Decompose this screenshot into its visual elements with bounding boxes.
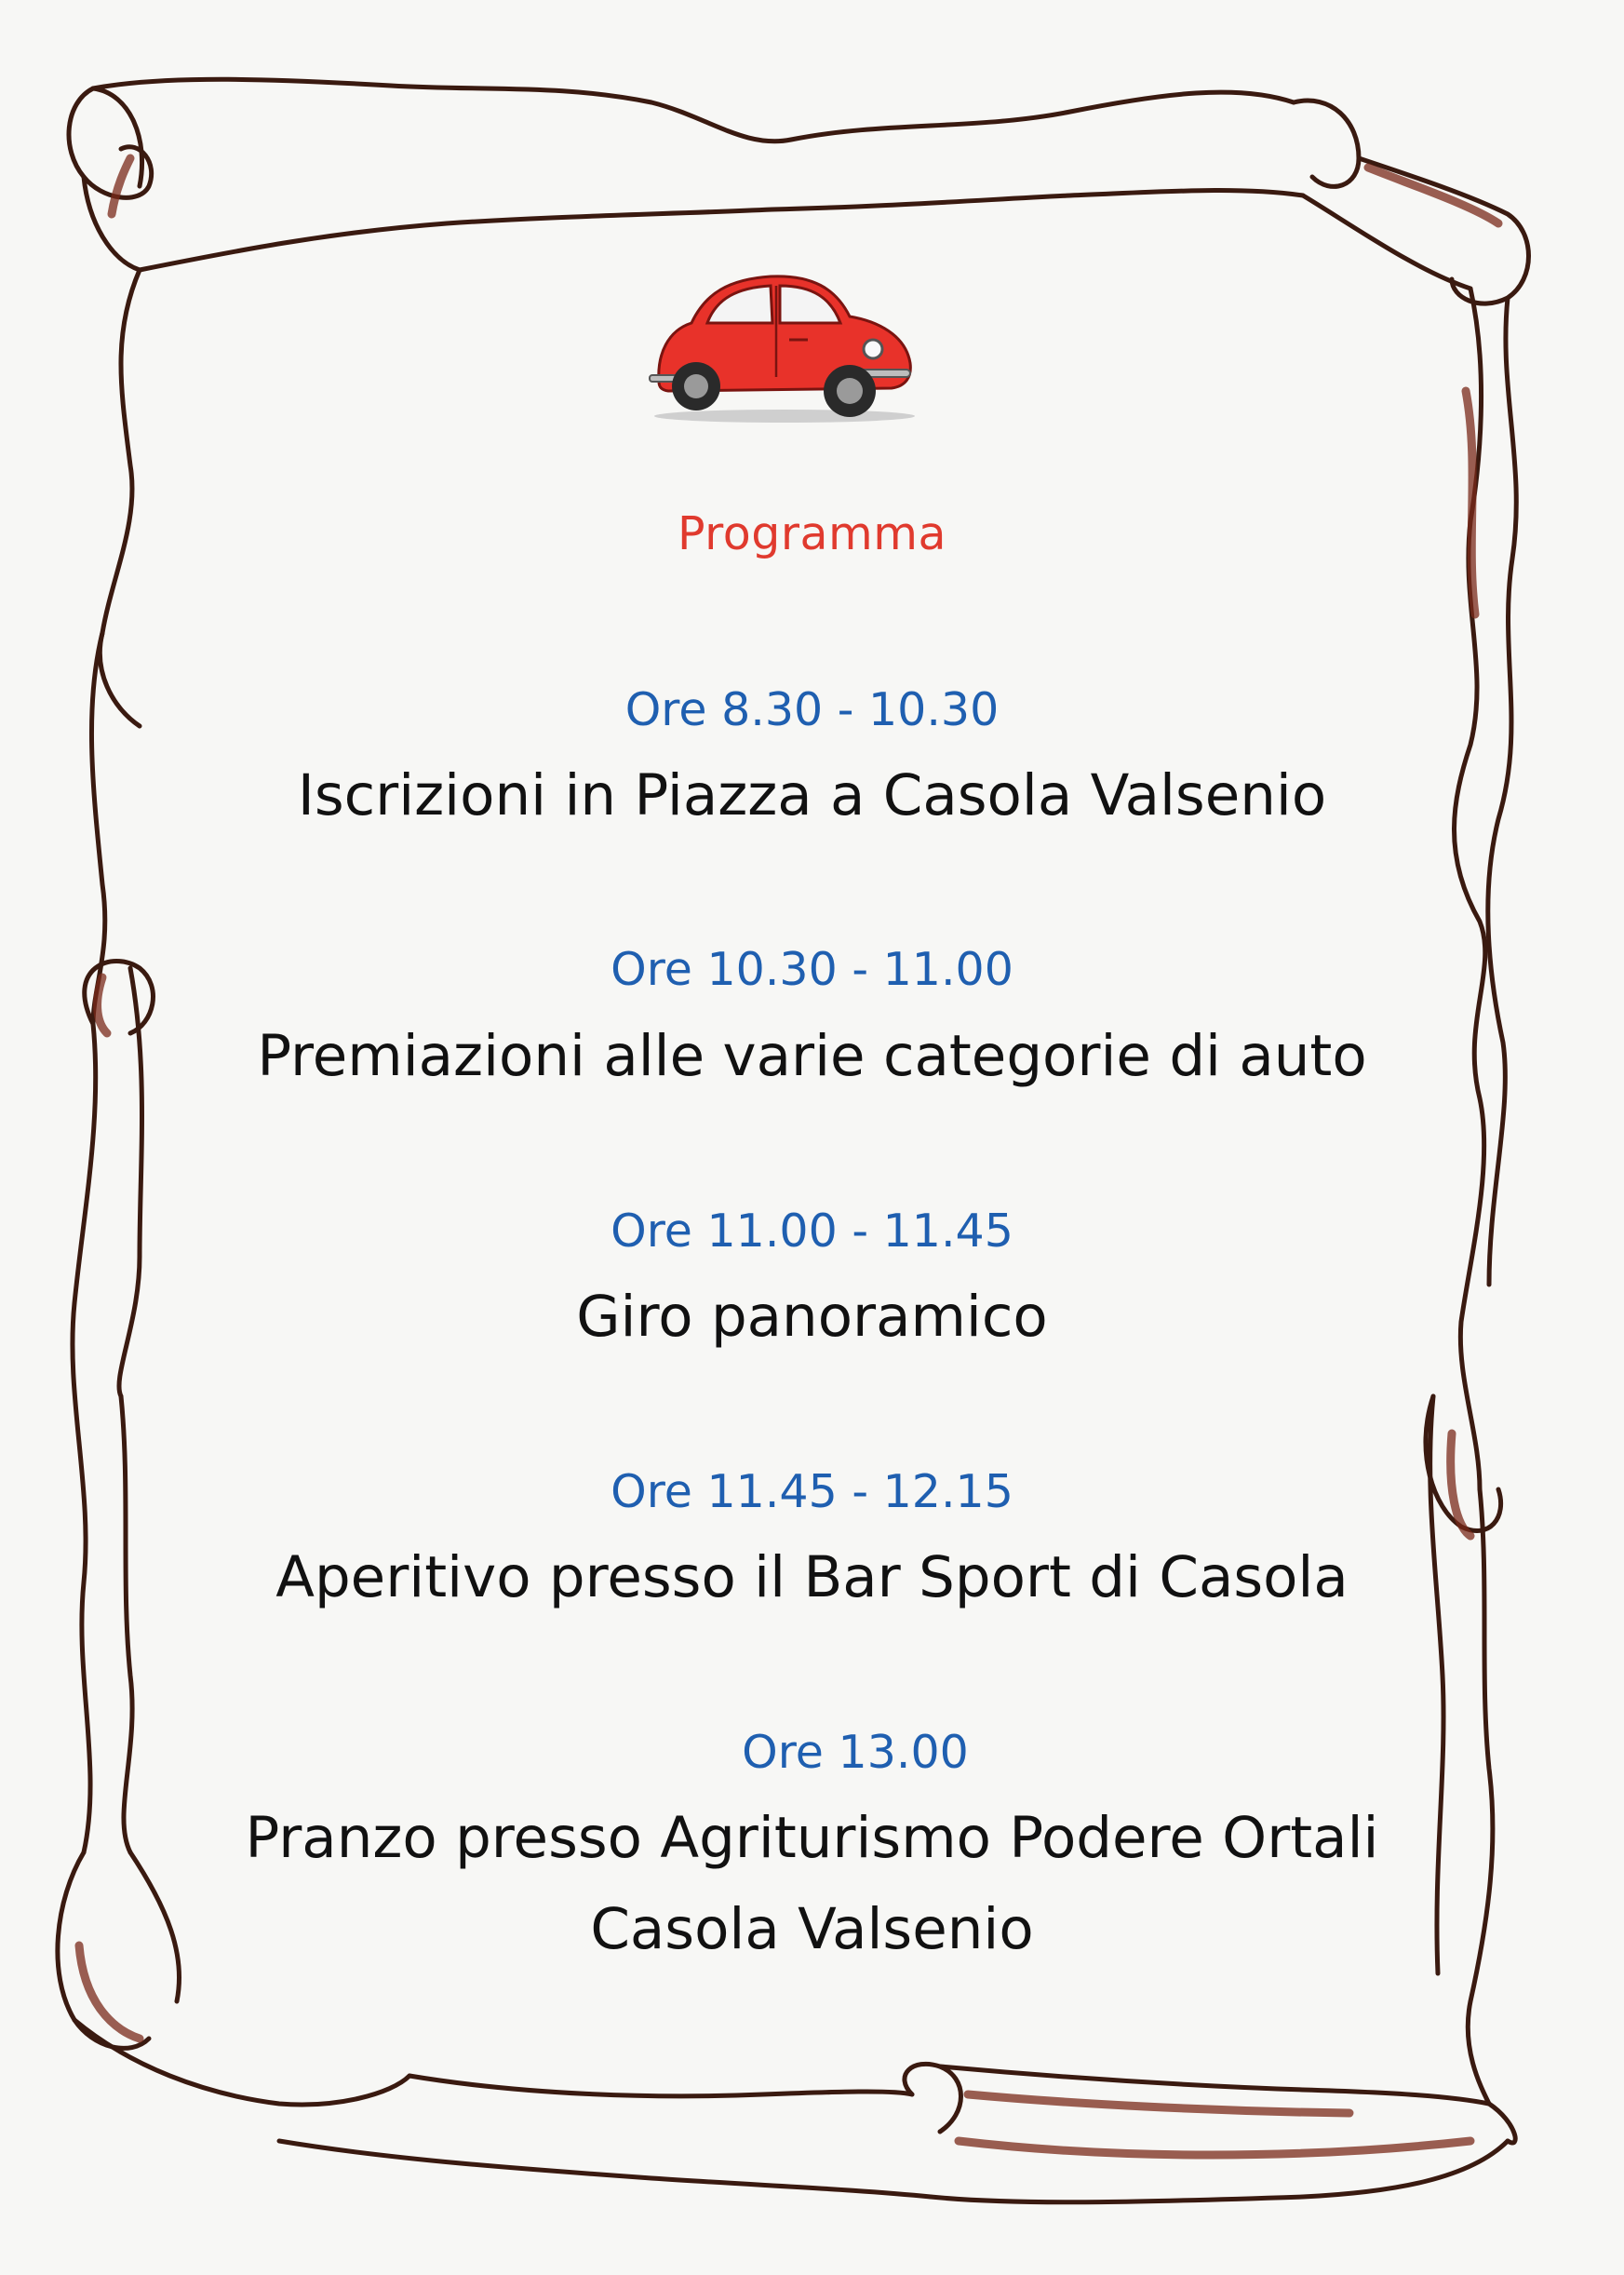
schedule-activity-2: Premiazioni alle varie categorie di auto [257,1023,1367,1089]
schedule-time-5: Ore 13.00 [742,1726,969,1779]
schedule-activity-5: Pranzo presso Agriturismo Podere Ortali [245,1805,1379,1871]
red-car-icon [640,265,929,428]
schedule-time-4: Ore 11.45 - 12.15 [611,1465,1013,1518]
schedule-time-2: Ore 10.30 - 11.00 [611,943,1013,996]
schedule-activity-5-line2: Casola Valsenio [590,1896,1034,1962]
schedule-time-3: Ore 11.00 - 11.45 [611,1205,1013,1258]
schedule-activity-1: Iscrizioni in Piazza a Casola Valsenio [297,762,1327,828]
schedule-activity-3: Giro panoramico [576,1284,1048,1350]
schedule-activity-4: Aperitivo presso il Bar Sport di Casola [275,1544,1349,1610]
schedule-time-1: Ore 8.30 - 10.30 [624,683,1000,736]
program-heading: Programma [677,507,946,560]
